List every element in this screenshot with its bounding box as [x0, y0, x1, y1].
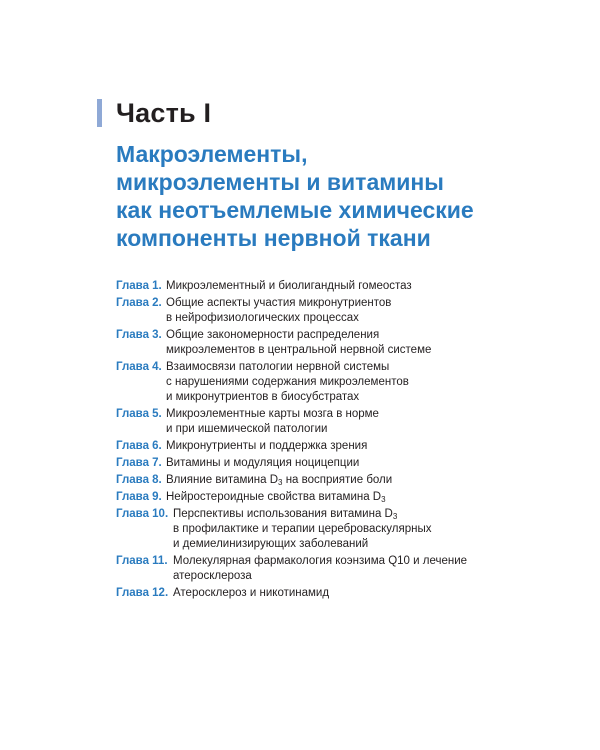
chapter-title-line: [166, 490, 516, 505]
chapter-title-text: Нейростероидные свойства витамина D: [166, 491, 382, 503]
chapter-title-line: микроэлементов в центральной нервной системе: [166, 344, 432, 356]
chapter-title-line: Микроэлементные карты мозга в норме: [166, 408, 379, 420]
chapter-title: [166, 439, 516, 454]
chapter-title-line: Взаимосвязи патологии нервной системы: [166, 361, 390, 373]
subtitle-line: микроэлементы и витамины: [116, 169, 444, 195]
subscript: 3: [381, 495, 386, 504]
chapter-title-line: и при ишемической патологии: [166, 423, 328, 435]
toc-item: [116, 554, 516, 584]
toc-item: [116, 296, 516, 326]
chapter-title-line: Атеросклероз и никотинамид: [173, 587, 330, 599]
chapter-title-line: Микроэлементный и биолигандный гомеостаз: [166, 280, 412, 292]
toc-item: [116, 586, 516, 601]
chapter-title-line: Общие закономерности распределения: [166, 329, 380, 341]
toc-item: [116, 328, 516, 358]
chapter-title-line: Микронутриенты и поддержка зрения: [166, 440, 368, 452]
chapter-label: Глава 4.: [116, 361, 162, 373]
subtitle-line: компоненты нервной ткани: [116, 225, 431, 251]
toc-item: [116, 507, 516, 552]
chapter-title-line: [166, 473, 516, 488]
chapter-label: Глава 2.: [116, 297, 162, 309]
chapter-title: [166, 490, 516, 505]
chapter-title: [166, 360, 516, 405]
chapter-title: [173, 586, 516, 601]
chapter-title-line: в нейрофизиологических процессах: [166, 312, 359, 324]
toc-item: [116, 439, 516, 454]
chapter-label: Глава 3.: [116, 329, 162, 341]
chapter-title-text: Влияние витамина D: [166, 474, 279, 486]
chapter-title: [166, 328, 516, 358]
chapter-title: [166, 473, 516, 488]
table-of-contents: [116, 279, 516, 603]
part-subtitle: [116, 140, 536, 252]
toc-item: [116, 279, 516, 294]
chapter-label: Глава 7.: [116, 457, 162, 469]
chapter-title-line: атеросклероза: [173, 570, 252, 582]
chapter-title: [166, 296, 516, 326]
chapter-title: [173, 554, 516, 584]
chapter-title: [166, 407, 516, 437]
chapter-title-line: в профилактике и терапии цереброваскулярных: [173, 523, 432, 535]
chapter-label: Глава 5.: [116, 408, 162, 420]
subtitle-line: Макроэлементы,: [116, 141, 308, 167]
chapter-title: [166, 279, 516, 294]
chapter-title-line: Общие аспекты участия микронутриентов: [166, 297, 392, 309]
chapter-title-line: и микронутриентов в биосубстратах: [166, 391, 360, 403]
toc-item: [116, 407, 516, 437]
chapter-label: Глава 9.: [116, 491, 162, 503]
chapter-title-line: и демиелинизирующих заболеваний: [173, 538, 369, 550]
chapter-title-line: с нарушениями содержания микроэлементов: [166, 376, 409, 388]
toc-item: [116, 490, 516, 505]
part-header: [97, 98, 211, 128]
chapter-title-text: на восприятие боли: [282, 474, 393, 486]
toc-item: [116, 360, 516, 405]
chapter-title-text: Перспективы использования витамина D: [173, 508, 393, 520]
part-accent-bar: [97, 99, 102, 127]
chapter-title: [166, 456, 516, 471]
chapter-title-line: Молекулярная фармакология коэнзима Q10 и лечение: [173, 555, 468, 567]
subscript: 3: [392, 512, 398, 521]
chapter-title-line: Витамины и модуляция ноцицепции: [166, 457, 360, 469]
toc-item: [116, 456, 516, 471]
chapter-label: Глава 8.: [116, 474, 162, 486]
chapter-title: [173, 507, 516, 552]
chapter-label: Глава 12.: [116, 587, 169, 599]
subtitle-line: как неотъемлемые химические: [116, 197, 474, 223]
chapter-label: Глава 1.: [116, 280, 162, 292]
toc-item: [116, 473, 516, 488]
chapter-label: Глава 10.: [116, 508, 169, 520]
subscript: 3: [278, 478, 283, 487]
chapter-title-line: [173, 507, 516, 522]
part-title: Часть I: [116, 98, 212, 128]
chapter-label: Глава 6.: [116, 440, 162, 452]
chapter-label: Глава 11.: [116, 555, 168, 567]
